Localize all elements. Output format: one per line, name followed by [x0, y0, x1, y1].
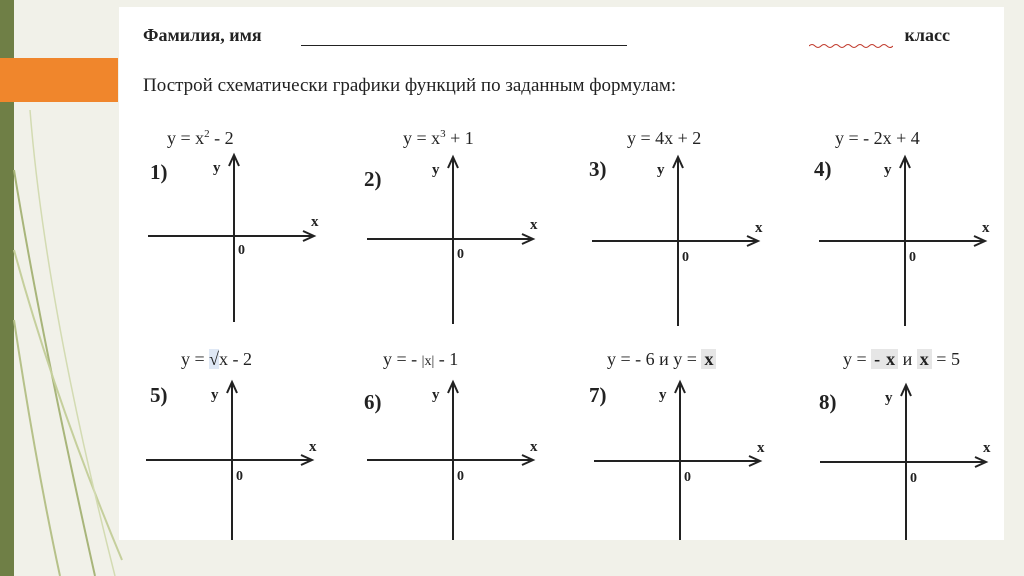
- instruction-text: Построй схематически графики функций по заданным формулам:: [143, 75, 677, 96]
- y-axis-label: y: [213, 160, 221, 176]
- origin-label: 0: [909, 250, 916, 265]
- name-label: Фамилия, имя: [143, 25, 262, 45]
- origin-label: 0: [457, 469, 464, 484]
- axes-6: [364, 377, 546, 540]
- x-axis-label: x: [982, 220, 990, 236]
- class-label: класс: [904, 25, 950, 45]
- origin-label: 0: [682, 250, 689, 265]
- axes-5: [143, 377, 325, 540]
- formula-5: y = √x - 2: [181, 349, 253, 369]
- task-number-2: 2): [364, 167, 382, 191]
- x-axis-label: x: [530, 439, 538, 455]
- formula-8: y = - x и x = 5: [843, 349, 960, 369]
- x-axis-label: x: [757, 440, 765, 456]
- task-number-3: 3): [589, 157, 607, 181]
- task-number-6: 6): [364, 390, 382, 414]
- origin-label: 0: [238, 243, 245, 258]
- formula-6: y = - |x| - 1: [383, 349, 459, 369]
- task-number-7: 7): [589, 383, 607, 407]
- task-number-5: 5): [150, 383, 168, 407]
- y-axis-label: y: [659, 387, 667, 403]
- origin-label: 0: [910, 471, 917, 486]
- axes-2: [364, 152, 546, 327]
- origin-label: 0: [457, 247, 464, 262]
- axes-8: [817, 380, 999, 540]
- x-axis-label: x: [311, 214, 319, 230]
- decorative-curves: [0, 0, 125, 576]
- y-axis-label: y: [884, 162, 892, 178]
- origin-label: 0: [236, 469, 243, 484]
- axes-1: [145, 152, 327, 327]
- formula-7: y = - 6 и y = x: [607, 349, 716, 370]
- task-number-1: 1): [150, 160, 168, 184]
- y-axis-label: y: [432, 387, 440, 403]
- task-number-8: 8): [819, 390, 837, 414]
- formula-4: y = - 2x + 4: [835, 128, 920, 148]
- y-axis-label: y: [885, 390, 893, 406]
- x-axis-label: x: [755, 220, 763, 236]
- x-axis-label: x: [983, 440, 991, 456]
- class-squiggle: [809, 43, 893, 49]
- axes-4: [816, 152, 998, 330]
- task-number-4: 4): [814, 157, 832, 181]
- x-axis-label: x: [309, 439, 317, 455]
- y-axis-label: y: [657, 162, 665, 178]
- formula-2: $y = x^3 + 1$: [403, 128, 474, 148]
- axes-7: [591, 377, 773, 540]
- origin-label: 0: [684, 470, 691, 485]
- x-axis-label: x: [530, 217, 538, 233]
- worksheet: [119, 7, 1004, 540]
- axes-3: [589, 152, 771, 330]
- y-axis-label: y: [432, 162, 440, 178]
- name-underline: [301, 45, 627, 46]
- y-axis-label: y: [211, 387, 219, 403]
- formula-3: y = 4x + 2: [627, 128, 702, 148]
- formula-1: $y = x^2 - 2$: [167, 128, 234, 148]
